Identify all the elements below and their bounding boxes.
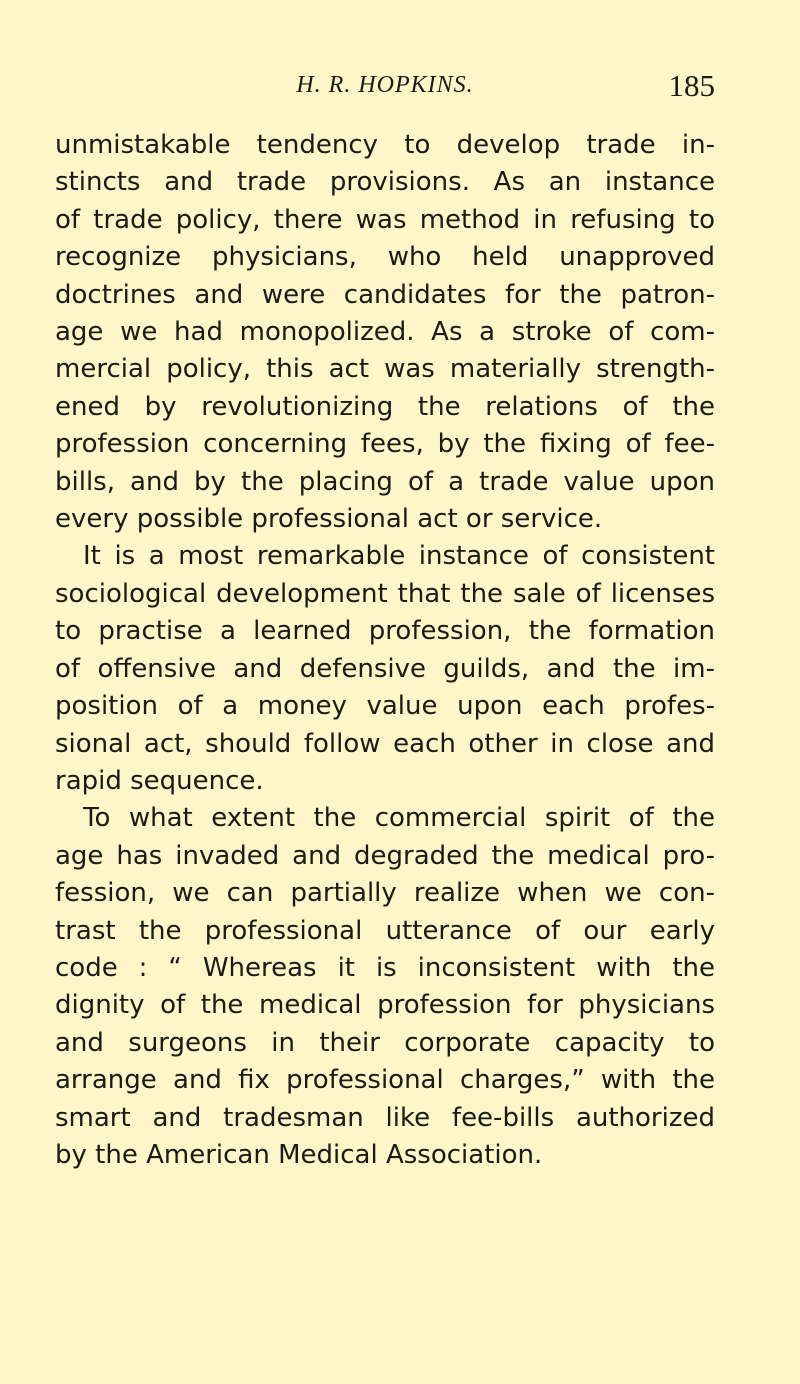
text-line: It is a most remarkable instance of consistent: [83, 541, 715, 572]
text-line: by the American Medical Association.: [55, 1139, 543, 1170]
text-line: profession concerning fees, by the fixing of fee-: [55, 429, 715, 460]
text-line: sional act, should follow each other in close and: [55, 728, 715, 759]
text-line: stincts and trade provisions. As an instance: [55, 167, 715, 198]
text-line: trast the professional utterance of our early: [55, 915, 715, 946]
running-title: H. R. HOPKINS.: [296, 72, 474, 98]
text-line: of offensive and defensive guilds, and the im-: [55, 653, 715, 684]
text-line: recognize physicians, who held unapproved: [55, 242, 715, 273]
text-line: every possible professional act or service.: [55, 504, 603, 535]
text-line: ened by revolutionizing the relations of the: [55, 391, 715, 422]
text-line: of trade policy, there was method in refusing to: [55, 204, 715, 235]
text-line: to practise a learned profession, the formation: [55, 616, 715, 647]
text-line: age we had monopolized. As a stroke of com-: [55, 317, 715, 348]
paragraph-2: [55, 538, 715, 800]
text-line: rapid sequence.: [55, 765, 264, 796]
text-line: sociological development that the sale of licenses: [55, 578, 715, 609]
paragraph-1: [55, 127, 715, 538]
page-number: 185: [668, 68, 715, 103]
text-line: position of a money value upon each profes-: [55, 691, 715, 722]
text-line: age has invaded and degraded the medical pro-: [55, 840, 715, 871]
text-line: dignity of the medical profession for physicians: [55, 990, 715, 1021]
body-text: [55, 127, 715, 1174]
text-line: arrange and fix professional charges,” with the: [55, 1065, 715, 1096]
text-line: and surgeons in their corporate capacity to: [55, 1027, 715, 1058]
text-line: To what extent the commercial spirit of the: [83, 803, 715, 834]
text-line: fession, we can partially realize when we con-: [55, 878, 715, 909]
text-line: code : “ Whereas it is inconsistent with the: [55, 952, 715, 983]
text-line: mercial policy, this act was materially strength-: [55, 354, 715, 385]
text-line: doctrines and were candidates for the patron-: [55, 279, 715, 310]
running-head: [55, 68, 715, 112]
text-line: bills, and by the placing of a trade value upon: [55, 466, 715, 497]
text-line: smart and tradesman like fee-bills authorized: [55, 1102, 715, 1133]
text-line: unmistakable tendency to develop trade in-: [55, 130, 715, 160]
paragraph-3: [55, 800, 715, 1174]
